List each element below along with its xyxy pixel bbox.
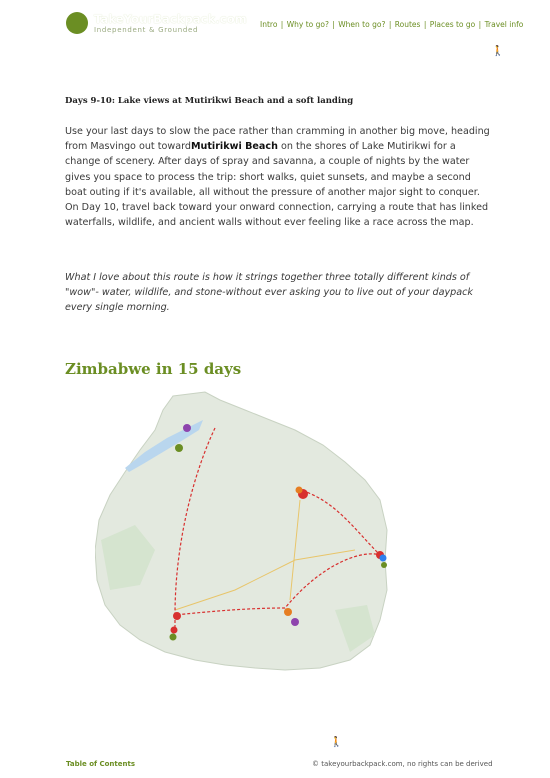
route-map[interactable] — [95, 390, 395, 690]
paragraph-route-reflection: What I love about this route is how it strings together three totally different kinds of "wow"- water, wildlife, and stone-without ever asking you to live out of your daypack every single morning. — [65, 272, 473, 314]
top-nav: Intro | Why to go? | When to go? | Routes | Places to go | Travel info — [260, 20, 524, 29]
marker-14 — [175, 444, 183, 452]
copyright-notice: © takeyourbackpack.com, no rights can be derived — [312, 760, 493, 768]
paragraph-text: on the shores of Lake Mutirikwi for a change of scenery. After days of spray and savanna, a couple of nights by the water gives you space to process the trip: short walks, quiet sunsets, and maybe a second boat outing if it's available, all without the pressure of another major sight to conquer. On Day 10, travel back toward your onward connection, carrying a route that has linked waterfalls, wildlife, and ancient walls without ever feeling like a race across the map. — [65, 141, 489, 229]
table-of-contents-link[interactable]: Table of Contents — [66, 760, 136, 768]
marker-5 — [381, 562, 387, 568]
marker-6 — [284, 608, 292, 616]
nav-travel-info[interactable]: Travel info — [484, 20, 524, 29]
marker-8 — [173, 612, 181, 620]
marker-7 — [291, 618, 299, 626]
nav-places-to-go[interactable]: Places to go — [429, 20, 476, 29]
page-header — [0, 0, 550, 50]
marker-9 — [171, 627, 178, 634]
hiker-icon: 🚶 — [491, 46, 504, 57]
nav-why-to-go[interactable]: Why to go? — [286, 20, 329, 29]
section-heading: Days 9-10: Lake views at Mutirikwi Beach and a soft landing — [65, 96, 354, 106]
hiker-icon[interactable] — [66, 12, 88, 34]
paragraph-days-9-10 — [65, 124, 490, 230]
highlight-mutirikwi-beach[interactable]: Mutirikwi Beach — [190, 141, 278, 153]
marker-4 — [380, 555, 387, 562]
marker-2 — [296, 487, 303, 494]
brand-name[interactable]: TakeYourBackpack.com — [94, 12, 247, 26]
nav-routes[interactable]: Routes — [394, 20, 421, 29]
brand-tagline: Independent & Grounded — [94, 26, 199, 34]
marker-15 — [183, 424, 191, 432]
nav-intro[interactable]: Intro — [260, 20, 278, 29]
marker-10 — [170, 634, 177, 641]
hiker-icon: 🚶 — [330, 737, 343, 748]
paragraph-text: Use your last days to slow the pace rather than cramming in another big move, heading from Masvingo out toward — [65, 126, 490, 153]
route-heading: Zimbabwe in 15 days — [65, 360, 242, 378]
nav-when-to-go[interactable]: When to go? — [338, 20, 386, 29]
